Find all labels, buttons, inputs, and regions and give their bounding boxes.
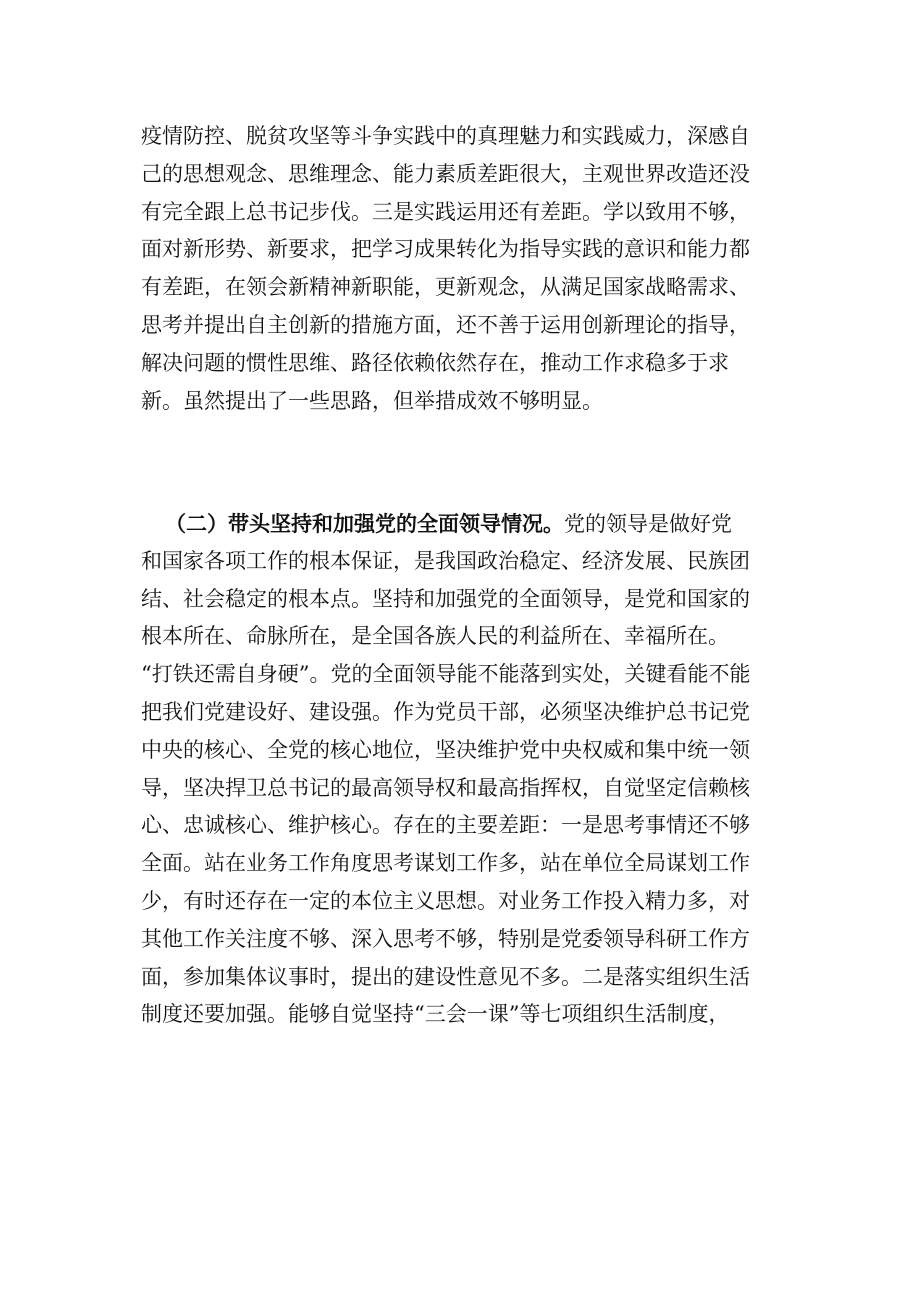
text-line: 中央的核心、全党的核心地位，坚决维护党中央权威和集中统一领 — [141, 737, 750, 762]
text-line: 制度还要加强。能够自觉坚持“三会一课”等七项组织生活制度， — [141, 1002, 730, 1027]
text-line: 全面。站在业务工作角度思考谋划工作多，站在单位全局谋划工作 — [141, 851, 750, 876]
text-line: 新。虽然提出了一些思路，但举措成效不够明显。 — [141, 388, 603, 413]
text-line: 面，参加集体议事时，提出的建设性意见不多。二是落实组织生活 — [141, 964, 750, 989]
text-line: 有差距，在领会新精神新职能，更新观念，从满足国家战略需求、 — [141, 275, 750, 300]
heading-line — [141, 505, 781, 543]
text-line: 结、社会稳定的根本点。坚持和加强党的全面领导，是党和国家的 — [141, 586, 750, 611]
text-line: “打铁还需自身硬”。党的全面领导能不能落到实处，关键看能不能 — [141, 662, 751, 687]
text-line: 思考并提出自主创新的措施方面，还不善于运用创新理论的指导， — [141, 312, 750, 337]
heading-line-rest: 党的领导是做好党 — [564, 512, 732, 536]
text-line: 解决问题的惯性思维、路径依赖依然存在，推动工作求稳多于求 — [141, 350, 729, 375]
text-line: 把我们党建设好、建设强。作为党员干部，必须坚决维护总书记党 — [141, 699, 750, 724]
text-line: 导，坚决捍卫总书记的最高领导权和最高指挥权，自觉坚定信赖核 — [141, 775, 750, 800]
text-line: 少，有时还存在一定的本位主义思想。对业务工作投入精力多，对 — [141, 888, 750, 913]
text-line: 根本所在、命脉所在，是全国各族人民的利益所在、幸福所在。 — [141, 624, 729, 649]
text-line: 有完全跟上总书记步伐。三是实践运用还有差距。学以致用不够， — [141, 199, 750, 224]
paragraph-1 — [141, 118, 781, 420]
text-line: 其他工作关注度不够、深入思考不够，特别是党委领导科研工作方 — [141, 926, 750, 951]
text-line: 疫情防控、脱贫攻坚等斗争实践中的真理魅力和实践威力，深感自 — [141, 124, 750, 148]
text-line: 己的思想观念、思维理念、能力素质差距很大，主观世界改造还没 — [141, 161, 750, 186]
section-heading: （二）带头坚持和加强党的全面领导情况。 — [165, 511, 564, 536]
text-line: 面对新形势、新要求，把学习成果转化为指导实践的意识和能力都 — [141, 237, 750, 262]
text-line: 和国家各项工作的根本保证，是我国政治稳定、经济发展、民族团 — [141, 548, 750, 573]
paragraph-2 — [141, 505, 781, 1034]
text-line: 心、忠诚核心、维护核心。存在的主要差距：一是思考事情还不够 — [141, 813, 750, 838]
